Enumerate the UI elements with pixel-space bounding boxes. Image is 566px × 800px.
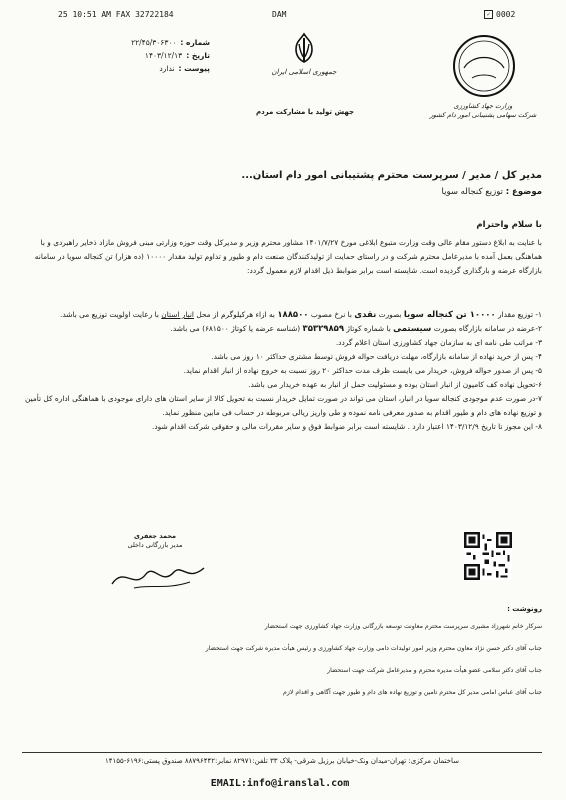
item-2-code: ۳۵۳۲۹۸۵۹ [302, 324, 345, 334]
date-label: تاریخ : [186, 51, 210, 60]
cc-line-2: جناب آقای دکتر حسن نژاد معاون محترم وزیر امور تولیدات دامی وزارت جهاد کشاورزی و رئیس هیأت مدیره شرکت جهت استحضار [205, 645, 542, 652]
attachment-label: پیوست : [178, 64, 210, 73]
item-1-price: ۱۸۸۵۰۰ [277, 310, 309, 320]
item-1 [22, 308, 542, 322]
item-1-location: انبار استان [161, 310, 194, 319]
fax-page-number [484, 10, 515, 19]
item-6: ۶-تحویل نهاده کف کامیون از انبار استان بوده و مسئولیت حمل از انبار به عهده خریدار می باشد. [248, 380, 542, 389]
item-1-mid: بصورت [378, 310, 402, 319]
number-label: شماره : [180, 38, 210, 47]
attachment-value: ندارد [159, 64, 175, 73]
ministry-line-1: وزارت جهاد کشاورزی [453, 102, 513, 110]
subject-value: توزیع کنجاله سویا [441, 187, 503, 197]
jahad-keshavarzi-logo [452, 34, 516, 98]
subject-label: موضوع : [505, 187, 542, 197]
cc-line-4: جناب آقای عباس امامی مدیر کل محترم تامین و توزیع نهاده های دام و طیور جهت آگاهی و اقدام لازم [283, 689, 542, 696]
iran-emblem-icon [290, 32, 318, 66]
item-7: ۷-در صورت عدم موجودی کنجاله سویا در انبار، استان می تواند در صورت تمایل خریدار نسبت به تحویل کالا از سایر استان های دارای موجودی با هماهنگی اداره کل تأمین و توزیع نهاده های دام و طیور اقدام به صدور معرفی نامه نموده و طی واریز ریالی مربوطه در حساب فی مابین منظور نماید. [24, 394, 542, 417]
item-3: ۳- مراتب طی نامه ای به سازمان جهاد کشاورزی استان اعلام گردد. [335, 338, 542, 347]
number-value: ۲۲/۴۵/۳۰۶۳۰۰ [131, 38, 177, 47]
ministry-line-2: شرکت سهامی پشتیبانی امور دام کشور [429, 111, 537, 119]
item-1-cash: نقدی [354, 310, 377, 320]
letter-meta [60, 36, 210, 75]
government-name: جمهوری اسلامی ایران [271, 68, 337, 76]
cc-line-1: سرکار خانم شهرزاد مشیری سرپرست محترم معاونت توسعه بازرگانی وزارت جهاد کشاورزی جهت استحضار [264, 623, 542, 630]
signer-title: مدیر بازرگانی داخلی [127, 541, 183, 549]
item-8: ۸- این مجوز تا تاریخ ۱۴۰۳/۱۲/۹ اعتبار دارد . شایسته است برابر ضوابط فوق و سایر مقررات مالی و حقوقی شرکت اقدام شود. [151, 422, 542, 431]
item-1-end: با رعایت اولویت توزیع می باشد. [60, 310, 159, 319]
item-2-mid: با شماره کوتاژ [346, 324, 391, 333]
item-4: ۴- پس از خرید نهاده از سامانه بازارگاه، مهلت دریافت حواله فروش توسط مشتری حداکثر ۱۰ روز می باشد. [211, 352, 542, 361]
fax-header-left: 25 10:51 AM FAX 32722184 [58, 10, 174, 19]
footer-address: ساختمان مرکزی: تهران-میدان ونک-خیابان برزیل شرقی- پلاک ۳۳ تلفن:۸۲۹۷۱ نمابر:۸۸۷۹۶۴۴۲ صندوق پستی:۶۱۹۶-۱۴۱۵۵ [22, 752, 542, 765]
handwritten-signature [104, 556, 214, 596]
signer-name: محمد جعفری [133, 532, 177, 540]
item-2-pre: ۲-عرضه در سامانه بازارگاه بصورت [433, 324, 542, 333]
items-list [22, 308, 542, 434]
greeting: با سلام واحترام [476, 220, 542, 230]
cc-heading: رونوشت : [507, 605, 542, 613]
ministry-block [428, 102, 538, 120]
subject-line [22, 187, 542, 197]
item-2 [22, 322, 542, 336]
item-1-pre: ۱- توزیع مقدار [498, 310, 542, 319]
intro-paragraph: با عنایت به ابلاغ دستور مقام عالی وقت وزارت متبوع ابلاغی مورخ ۱۴۰۱/۷/۲۷ مشاور محترم وزیر و مدیرکل وقت حوزه وزارتی مبنی فروش مازاد ذخایر راهبردی و با هماهنگی بعمل آمده با مدیرعامل محترم شرکت و در راستای حمایت از تولیدکنندگان صنعت دام و طیور و تداوم تولید مقدار ۱۰۰۰۰ (ده هزار) تن کنجاله سویا در سامانه بازارگاه عرضه و بارگذاری گردیده است. شایسته است برابر ضوابط ذیل اقدام لازم معمول گردد: [34, 238, 542, 275]
item-2-end: (شناسه عرضه یا کوتاژ ۶۸۱۵۰۰) می باشد. [170, 324, 301, 333]
page-mark-icon: ✓ [484, 10, 493, 19]
item-2-system: سیستمی [393, 324, 432, 334]
date-value: ۱۴۰۳/۱۲/۱۳ [144, 51, 183, 60]
item-5: ۵- پس از صدور حواله فروش، خریدار می بایست ظرف مدت حداکثر ۲۰ روز نسبت به خروج نهاده از انبار اقدام نماید. [183, 366, 542, 375]
item-1-rate: با نرخ مصوب [310, 310, 352, 319]
fax-page-value: 0002 [496, 10, 516, 19]
slogan: جهش تولید با مشارکت مردم [255, 108, 355, 116]
fax-header-center: DAM [272, 10, 287, 19]
cc-block [22, 602, 542, 704]
item-1-qty: ۱۰۰۰۰ تن کنجاله سویا [403, 310, 496, 320]
signature-block [110, 532, 200, 550]
addressee: مدیر کل / مدیر / سرپرست محترم پشتیبانی امور دام استان... [241, 170, 542, 181]
cc-line-3: جناب آقای دکتر سلامی عضو هیأت مدیره محترم و مدیرعامل شرکت جهت استحضار [327, 667, 542, 674]
item-1-post: به ازاء هرکیلوگرم از محل [196, 310, 275, 319]
footer-email: EMAIL:info@iranslal.com [210, 778, 350, 789]
qr-code [464, 532, 512, 580]
